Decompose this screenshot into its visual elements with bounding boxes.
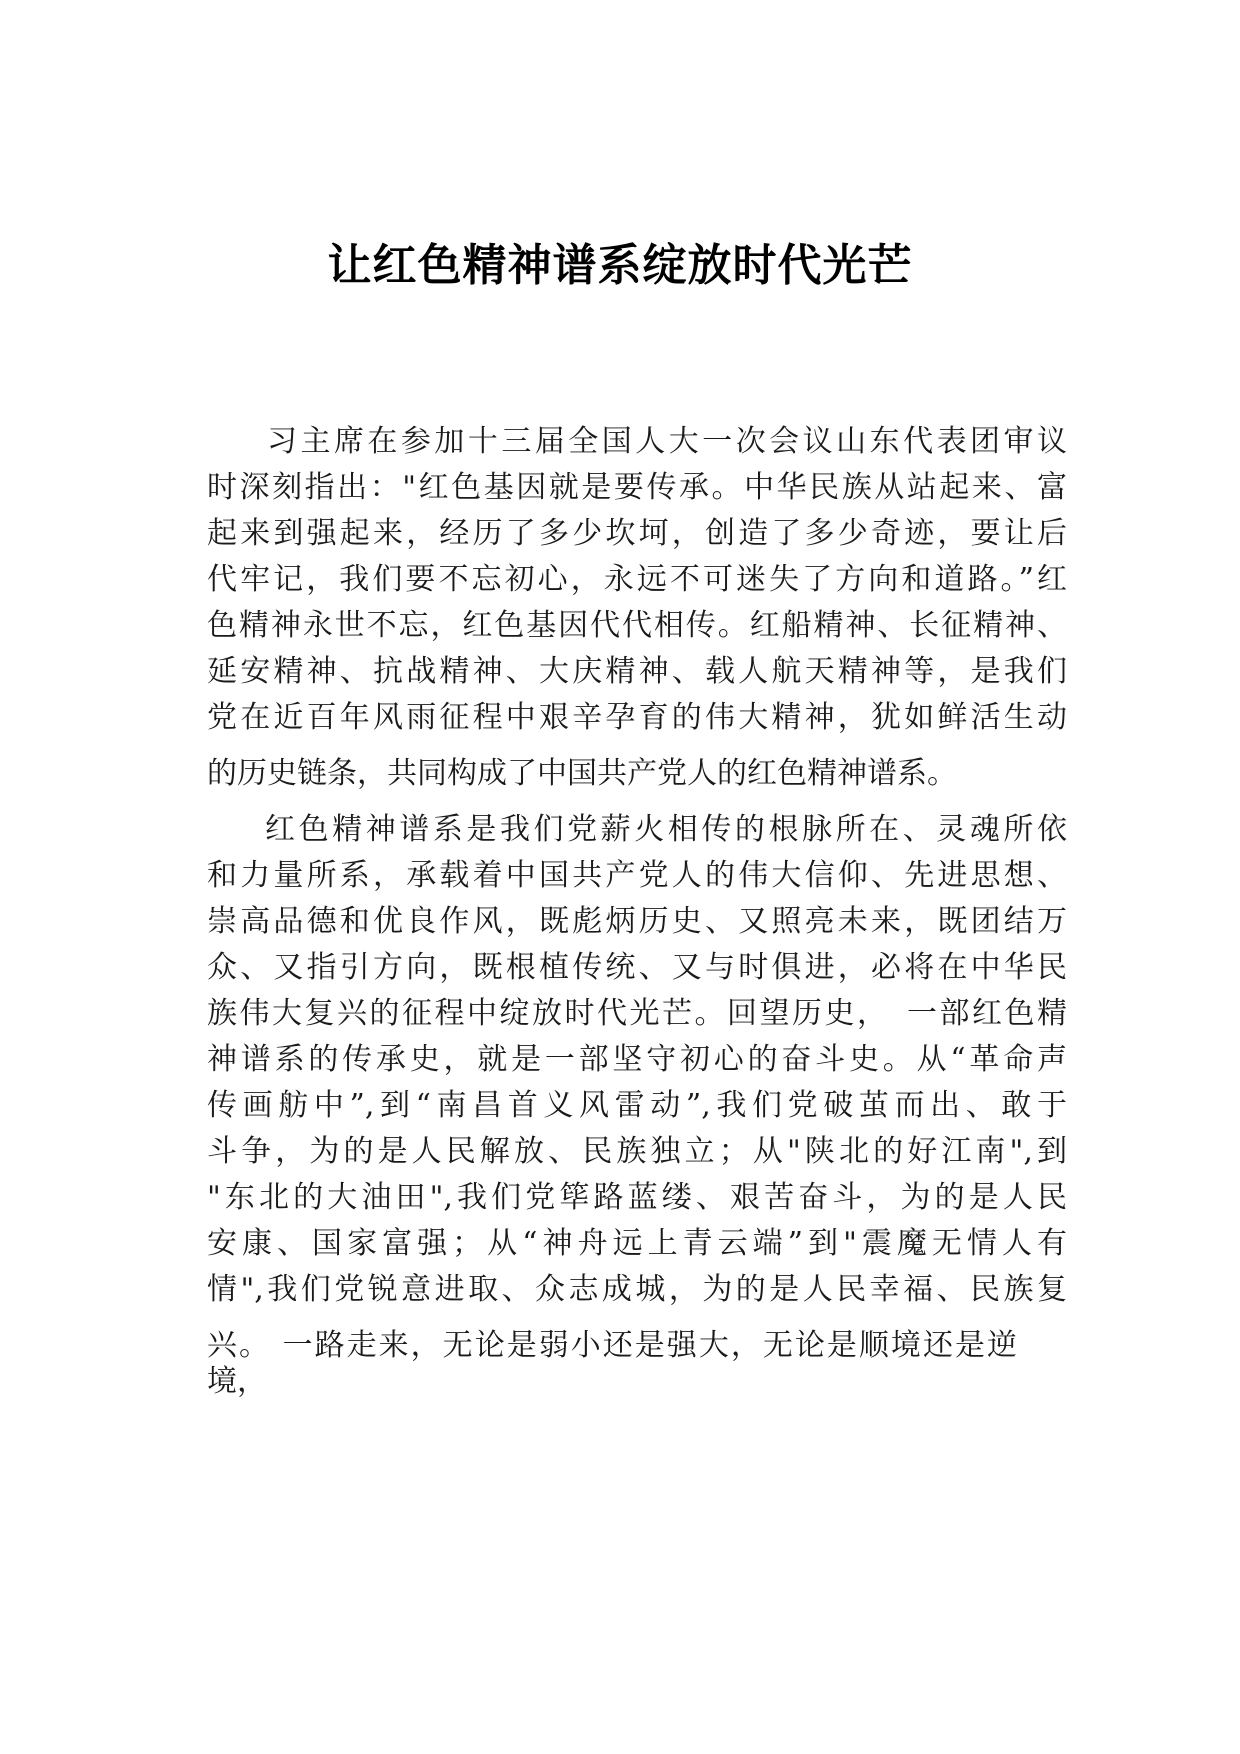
paragraph-2-line-6: 神谱系的传承史，就是一部坚守初心的奋斗史。从“革命声: [207, 1042, 1067, 1077]
paragraph-1-line-2: 时深刻指出："红色基因就是要传承。中华民族从站起来、富: [207, 470, 1067, 505]
paragraph-2-line-3: 崇高品德和优良作风，既彪炳历史、又照亮未来，既团结万: [207, 904, 1067, 939]
paragraph-1-line-1: 习主席在参加十三届全国人大一次会议山东代表团审议: [267, 424, 1067, 459]
paragraph-2-line-7: 传画舫中”,到“南昌首义风雷动”,我们党破茧而出、敢于: [207, 1088, 1067, 1123]
document-title: 让红色精神谱系绽放时代光芒: [327, 240, 913, 291]
paragraph-1-line-3: 起来到强起来，经历了多少坎坷，创造了多少奇迹，要让后: [207, 516, 1067, 551]
paragraph-2-line-2: 和力量所系，承载着中国共产党人的伟大信仰、先进思想、: [207, 858, 1067, 893]
paragraph-2-line-10: 安康、国家富强；从“神舟远上青云端”到"震魔无情人有: [207, 1226, 1067, 1261]
paragraph-1-line-5: 色精神永世不忘，红色基因代代相传。红船精神、长征精神、: [207, 608, 1067, 643]
paragraph-1-line-6: 延安精神、抗战精神、大庆精神、载人航天精神等，是我们: [207, 654, 1067, 689]
paragraph-1-line-8: 的历史链条，共同构成了中国共产党人的红色精神谱系。: [207, 756, 957, 791]
paragraph-2-line-5: 族伟大复兴的征程中绽放时代光芒。回望历史， 一部红色精: [207, 996, 1067, 1031]
paragraph-2-line-8: 斗争，为的是人民解放、民族独立；从"陕北的好江南",到: [207, 1134, 1067, 1169]
paragraph-2-line-12: 兴。 一路走来，无论是弱小还是强大，无论是顺境还是逆: [207, 1328, 1017, 1363]
paragraph-1-line-4: 代牢记，我们要不忘初心，永远不可迷失了方向和道路。”红: [207, 562, 1067, 597]
paragraph-2-line-9: "东北的大油田",我们党筚路蓝缕、艰苦奋斗，为的是人民: [207, 1180, 1067, 1215]
paragraph-2-line-13: 境，: [207, 1364, 267, 1399]
paragraph-1-line-7: 党在近百年风雨征程中艰辛孕育的伟大精神，犹如鲜活生动: [207, 700, 1067, 735]
paragraph-2-line-4: 众、又指引方向，既根植传统、又与时俱进，必将在中华民: [207, 950, 1067, 985]
paragraph-2-line-1: 红色精神谱系是我们党薪火相传的根脉所在、灵魂所依: [265, 812, 1067, 847]
paragraph-2-line-11: 情",我们党锐意进取、众志成城，为的是人民幸福、民族复: [207, 1272, 1067, 1307]
